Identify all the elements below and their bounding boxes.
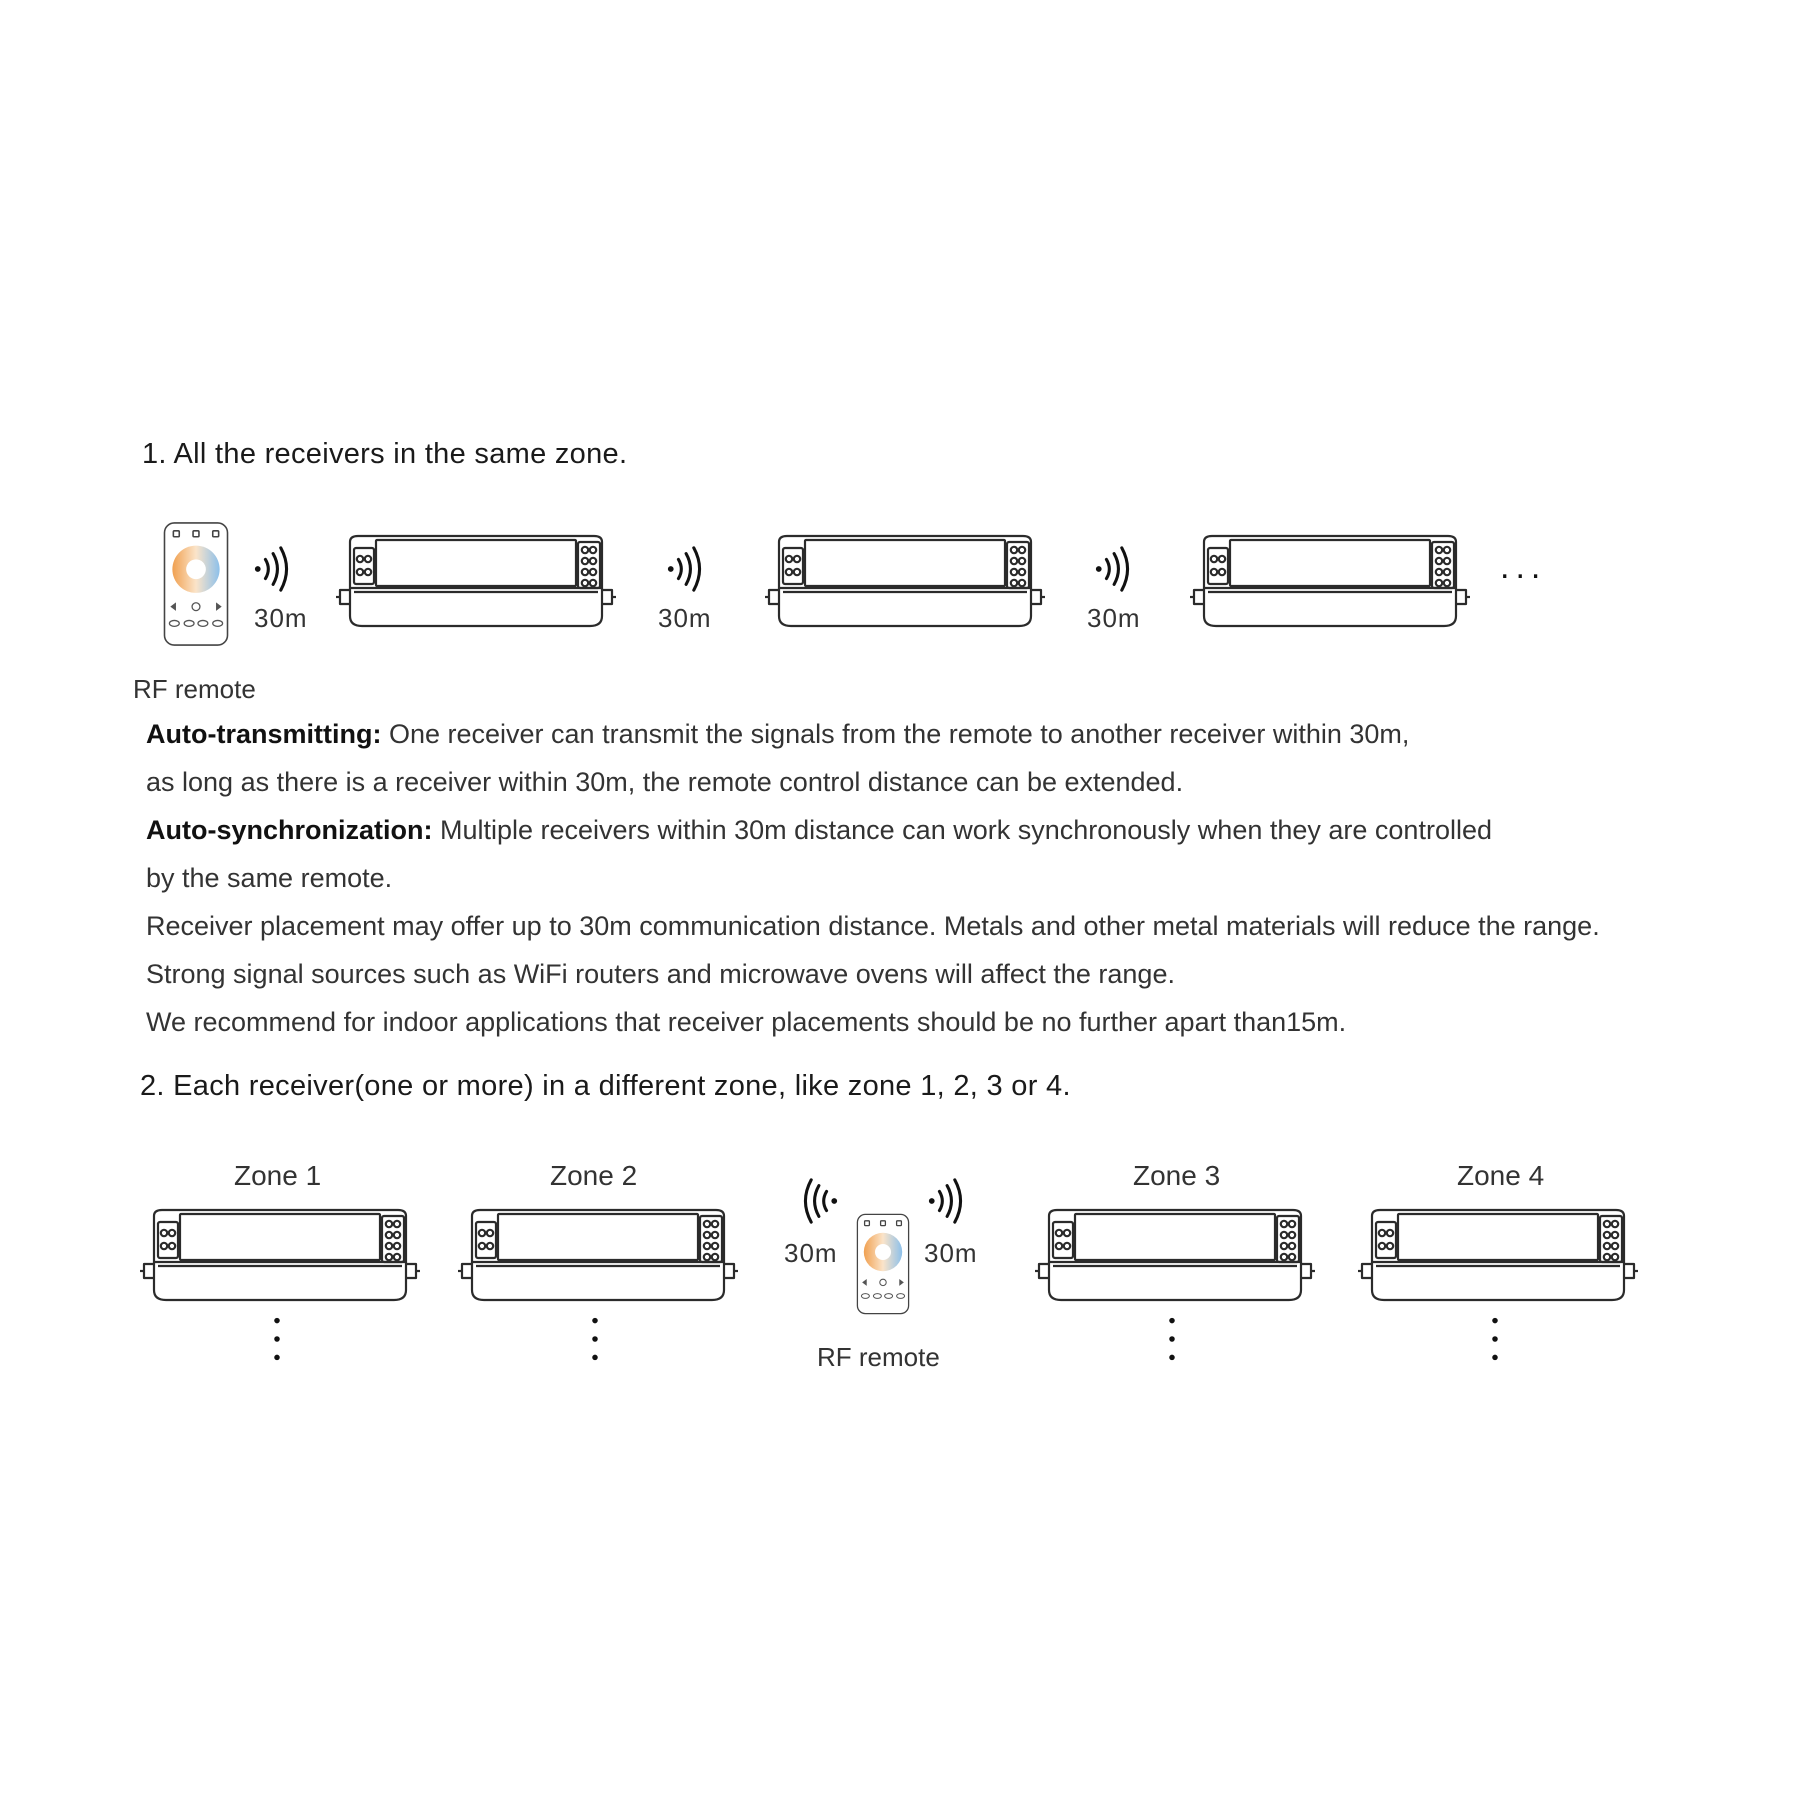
led-receiver-icon xyxy=(336,532,616,632)
remote-caption: RF remote xyxy=(817,1342,940,1372)
paragraph-line: by the same remote. xyxy=(146,863,393,893)
wireless-signal-icon xyxy=(252,545,300,593)
section1-title: 1. All the receivers in the same zone. xyxy=(142,438,628,470)
paragraph-line: Receiver placement may offer up to 30m communication distance. Metals and other metal materials will reduce the range. xyxy=(146,911,1600,941)
distance-label-3: 30m xyxy=(1087,603,1141,633)
distance-label-2: 30m xyxy=(658,603,712,633)
zone-4-label: Zone 4 xyxy=(1457,1160,1545,1191)
remote-caption: RF remote xyxy=(133,674,256,704)
distance-label-left: 30m xyxy=(784,1238,838,1268)
led-receiver-icon xyxy=(458,1206,738,1306)
led-receiver-icon xyxy=(1190,532,1470,632)
zone-2-label: Zone 2 xyxy=(550,1160,638,1191)
vertical-ellipsis-icon xyxy=(272,1316,282,1362)
rf-remote-icon xyxy=(855,1212,911,1316)
paragraph-line: Strong signal sources such as WiFi routers and microwave ovens will affect the range. xyxy=(146,959,1175,989)
vertical-ellipsis-icon xyxy=(1167,1316,1177,1362)
vertical-ellipsis-icon xyxy=(1490,1316,1500,1362)
zone-3-label: Zone 3 xyxy=(1133,1160,1221,1191)
led-receiver-icon xyxy=(1358,1206,1638,1306)
info-paragraphs xyxy=(146,710,1600,1046)
paragraph-line: We recommend for indoor applications that receiver placements should be no further apart than15m. xyxy=(146,1007,1347,1037)
wireless-signal-icon xyxy=(665,545,713,593)
rf-remote-icon xyxy=(160,520,232,648)
wireless-signal-icon xyxy=(1093,545,1141,593)
led-receiver-icon xyxy=(140,1206,420,1306)
paragraph-line: Auto-synchronization: Multiple receivers within 30m distance can work synchronously when they are controlled xyxy=(146,815,1492,845)
paragraph-line: as long as there is a receiver within 30m, the remote control distance can be extended. xyxy=(146,767,1184,797)
distance-label-right: 30m xyxy=(924,1238,978,1268)
wireless-signal-icon xyxy=(926,1177,974,1225)
paragraph-line: Auto-transmitting: One receiver can transmit the signals from the remote to another receiver within 30m, xyxy=(146,719,1410,749)
led-receiver-icon xyxy=(765,532,1045,632)
vertical-ellipsis-icon xyxy=(590,1316,600,1362)
zone-1-label: Zone 1 xyxy=(234,1160,322,1191)
wireless-signal-icon xyxy=(792,1177,840,1225)
more-receivers-ellipsis: ... xyxy=(1500,548,1547,586)
distance-label-1: 30m xyxy=(254,603,308,633)
section2-title: 2. Each receiver(one or more) in a different zone, like zone 1, 2, 3 or 4. xyxy=(140,1070,1071,1102)
led-receiver-icon xyxy=(1035,1206,1315,1306)
